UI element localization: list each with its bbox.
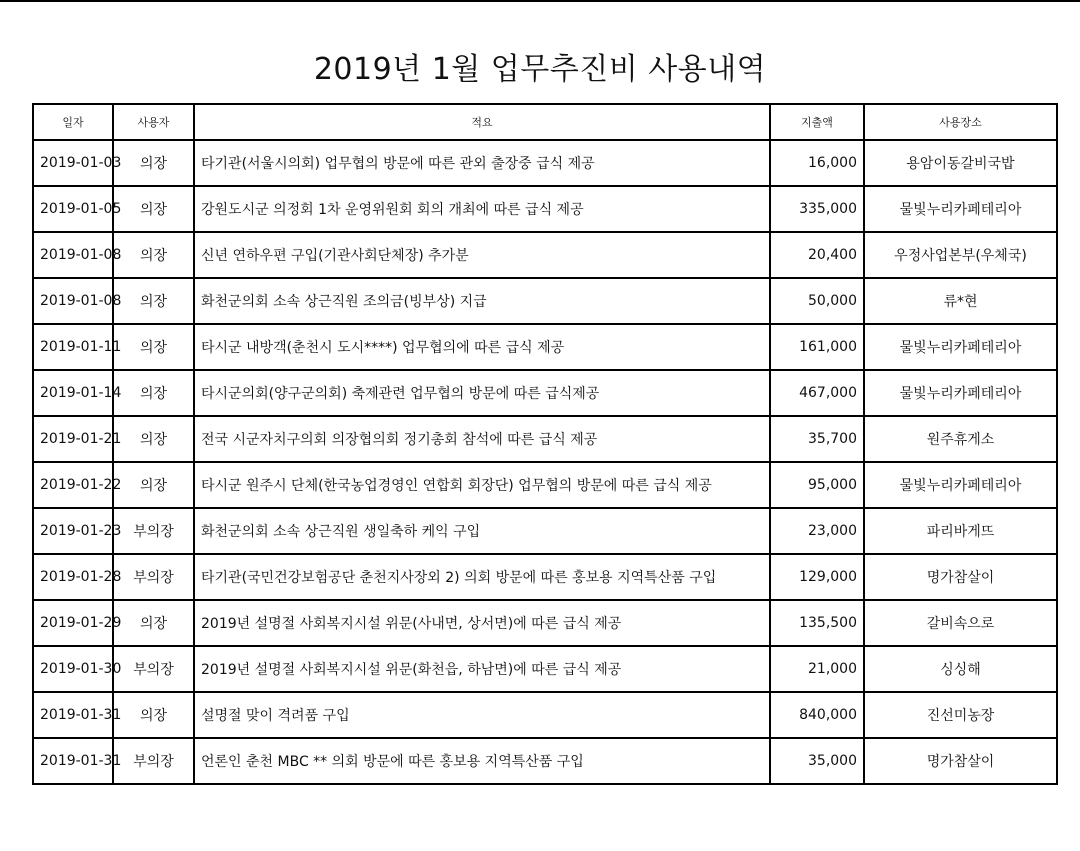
header-user: 사용자	[113, 104, 194, 140]
cell-date: 2019-01-08	[33, 278, 113, 324]
cell-place: 우정사업본부(우체국)	[864, 232, 1057, 278]
cell-user: 부의장	[113, 508, 194, 554]
cell-place: 파리바게뜨	[864, 508, 1057, 554]
cell-user: 의장	[113, 600, 194, 646]
cell-user: 부의장	[113, 554, 194, 600]
table-row	[33, 324, 1057, 370]
cell-amount: 840,000	[770, 692, 864, 738]
cell-description: 전국 시군자치구의회 의장협의회 정기총회 참석에 따른 급식 제공	[194, 416, 770, 462]
cell-description: 화천군의회 소속 상근직원 조의금(빙부상) 지급	[194, 278, 770, 324]
cell-user: 의장	[113, 324, 194, 370]
page-title: 2019년 1월 업무추진비 사용내역	[313, 52, 767, 87]
cell-place: 명가참살이	[864, 554, 1057, 600]
cell-amount: 467,000	[770, 370, 864, 416]
cell-description: 타기관(국민건강보험공단 춘천지사장외 2) 의회 방문에 따른 홍보용 지역특산품 구입	[194, 554, 770, 600]
top-border-line	[0, 0, 1080, 2]
cell-user: 의장	[113, 232, 194, 278]
header-row	[33, 104, 1057, 140]
cell-date: 2019-01-08	[33, 232, 113, 278]
cell-user: 의장	[113, 462, 194, 508]
cell-description: 2019년 설명절 사회복지시설 위문(사내면, 상서면)에 따른 급식 제공	[194, 600, 770, 646]
cell-description: 2019년 설명절 사회복지시설 위문(화천읍, 하남면)에 따른 급식 제공	[194, 646, 770, 692]
cell-amount: 21,000	[770, 646, 864, 692]
cell-date: 2019-01-03	[33, 140, 113, 186]
cell-date: 2019-01-23	[33, 508, 113, 554]
header-date: 일자	[33, 104, 113, 140]
cell-amount: 335,000	[770, 186, 864, 232]
cell-amount: 161,000	[770, 324, 864, 370]
cell-date: 2019-01-14	[33, 370, 113, 416]
cell-place: 물빛누리카페테리아	[864, 324, 1057, 370]
cell-user: 의장	[113, 186, 194, 232]
cell-place: 원주휴게소	[864, 416, 1057, 462]
cell-user: 의장	[113, 416, 194, 462]
cell-user: 의장	[113, 370, 194, 416]
cell-description: 신년 연하우편 구입(기관사회단체장) 추가분	[194, 232, 770, 278]
cell-date: 2019-01-29	[33, 600, 113, 646]
cell-place: 명가참살이	[864, 738, 1057, 784]
cell-place: 싱싱해	[864, 646, 1057, 692]
header-amount: 지출액	[770, 104, 864, 140]
table-row	[33, 738, 1057, 784]
cell-user: 의장	[113, 692, 194, 738]
cell-amount: 35,000	[770, 738, 864, 784]
cell-description: 타기관(서울시의회) 업무협의 방문에 따른 관외 출장중 급식 제공	[194, 140, 770, 186]
cell-description: 설명절 맞이 격려품 구입	[194, 692, 770, 738]
table-row	[33, 508, 1057, 554]
cell-date: 2019-01-28	[33, 554, 113, 600]
table-row	[33, 416, 1057, 462]
table-row	[33, 278, 1057, 324]
cell-place: 갈비속으로	[864, 600, 1057, 646]
cell-date: 2019-01-11	[33, 324, 113, 370]
header-description: 적요	[194, 104, 770, 140]
table-row	[33, 370, 1057, 416]
cell-amount: 129,000	[770, 554, 864, 600]
cell-description: 강원도시군 의정회 1차 운영위원회 회의 개최에 따른 급식 제공	[194, 186, 770, 232]
cell-date: 2019-01-31	[33, 738, 113, 784]
cell-place: 물빛누리카페테리아	[864, 186, 1057, 232]
cell-date: 2019-01-05	[33, 186, 113, 232]
table-row	[33, 646, 1057, 692]
cell-amount: 23,000	[770, 508, 864, 554]
cell-description: 타시군 내방객(춘천시 도시****) 업무협의에 따른 급식 제공	[194, 324, 770, 370]
table-row	[33, 186, 1057, 232]
table-row	[33, 554, 1057, 600]
cell-date: 2019-01-31	[33, 692, 113, 738]
cell-description: 타시군의회(양구군의회) 축제관련 업무협의 방문에 따른 급식제공	[194, 370, 770, 416]
cell-description: 언론인 춘천 MBC ** 의회 방문에 따른 홍보용 지역특산품 구입	[194, 738, 770, 784]
cell-amount: 135,500	[770, 600, 864, 646]
cell-place: 류*현	[864, 278, 1057, 324]
cell-place: 물빛누리카페테리아	[864, 462, 1057, 508]
cell-date: 2019-01-22	[33, 462, 113, 508]
header-place: 사용장소	[864, 104, 1057, 140]
cell-description: 화천군의회 소속 상근직원 생일축하 케익 구입	[194, 508, 770, 554]
cell-date: 2019-01-30	[33, 646, 113, 692]
cell-amount: 16,000	[770, 140, 864, 186]
expense-table	[32, 103, 1058, 785]
cell-user: 부의장	[113, 738, 194, 784]
table-row	[33, 600, 1057, 646]
cell-place: 진선미농장	[864, 692, 1057, 738]
cell-amount: 20,400	[770, 232, 864, 278]
table-row	[33, 692, 1057, 738]
cell-description: 타시군 원주시 단체(한국농업경영인 연합회 회장단) 업무협의 방문에 따른 급식 제공	[194, 462, 770, 508]
cell-amount: 95,000	[770, 462, 864, 508]
cell-amount: 50,000	[770, 278, 864, 324]
cell-amount: 35,700	[770, 416, 864, 462]
cell-user: 부의장	[113, 646, 194, 692]
table-row	[33, 462, 1057, 508]
cell-date: 2019-01-21	[33, 416, 113, 462]
cell-place: 용암이동갈비국밥	[864, 140, 1057, 186]
cell-user: 의장	[113, 140, 194, 186]
cell-place: 물빛누리카페테리아	[864, 370, 1057, 416]
table-row	[33, 232, 1057, 278]
table-row	[33, 140, 1057, 186]
cell-user: 의장	[113, 278, 194, 324]
